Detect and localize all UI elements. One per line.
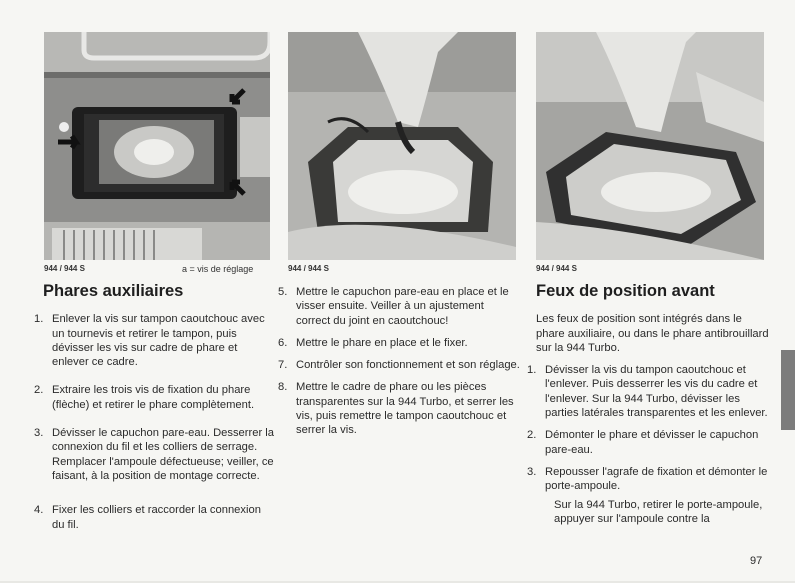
list-item [34,426,274,483]
photo-position-lamp [536,32,764,260]
step-text: Contrôler son fonctionnement et son réglage. [296,359,520,372]
step-number: 5. [278,286,288,298]
step-number: 1. [527,364,537,377]
list-item [34,312,274,369]
figure-3-caption: 944 / 944 S [536,264,577,273]
figure-1-note: a = vis de réglage [182,264,254,274]
step-text: Repousser l'agrafe de fixation et démonter le porte-ampoule. [545,465,768,493]
section-intro: Les feux de position sont intégrés dans le phare auxiliaire, ou dans le phare antibrouillard sur la 944 Turbo. [536,313,769,354]
step-text: Mettre le cadre de phare ou les pièces transparentes sur la 944 Turbo, et serrer les vis, puis remettre le tampon caoutchouc et serrer la vis. [296,381,514,437]
photo-removing-cap [288,32,516,260]
page-number: 97 [750,555,763,567]
steps-list [34,312,274,532]
column-continued-steps [278,285,520,446]
step-text: Démonter le phare et dévisser le capuchon pare-eau. [545,429,759,456]
column-auxiliary-lamps [34,282,274,546]
step-text: Dévisser le capuchon pare-eau. Desserrer la connexion du fil et les colliers de serrage. Remplacer l'ampoule défectueuse; veiller, ce faisant, à la position de montage correcte. [52,427,274,482]
list-item [527,428,769,457]
list-item [278,336,520,350]
continuation-text: Sur la 944 Turbo, retirer le porte-ampoule, appuyer sur l'ampoule contre la [554,498,763,525]
list-item [527,363,769,420]
list-item [527,465,769,494]
page-thumb-tab [781,350,795,430]
step-number: 1. [34,313,44,326]
step-text: Fixer les colliers et raccorder la connexion du fil. [52,504,261,531]
list-item [278,285,520,328]
step-text: Mettre le capuchon pare-eau en place et le visser ensuite. Veiller à un ajustement correct du joint en caoutchouc! [296,286,509,327]
steps-list [278,285,520,438]
photo-removing-cap-image [288,32,516,260]
step-number: 2. [527,429,537,442]
figure-2-caption: 944 / 944 S [288,264,329,273]
step-text: Dévisser la vis du tampon caoutchouc et l'enlever. Puis desserrer les vis du cadre et l'enlever. Sur la 944 Turbo, dévisser les parties latérales transparentes et les enlever. [545,364,768,420]
photo-auxiliary-lamp-image [44,32,270,260]
step-number: 2. [34,384,44,397]
step-number: 4. [34,504,44,517]
step-number: 6. [278,336,288,349]
step-number: 8. [278,381,288,394]
steps-list [527,363,769,493]
section-title-position-lamps: Feux de position avant [536,282,715,300]
list-item [34,383,274,412]
photo-position-lamp-image [536,32,764,260]
step-number: 3. [34,427,44,440]
list-item [34,503,274,532]
step-text: Enlever la vis sur tampon caoutchouc avec un tournevis et retirer le tampon, puis dévisser les vis sur cadre de phare et enlever ce cadre. [52,313,265,369]
step-text: Extraire les trois vis de fixation du phare (flèche) et retirer le phare complètement. [52,384,255,411]
step-text: Mettre le phare en place et le fixer. [296,336,468,349]
photo-auxiliary-lamp [44,32,270,260]
figure-1-caption: 944 / 944 S [44,264,85,273]
section-title-auxiliary-lamps: Phares auxiliaires [43,282,184,300]
list-item [278,380,520,437]
step-number: 3. [527,465,537,478]
column-position-lamps [527,282,769,526]
step-number: 7. [278,359,288,372]
list-item [278,358,520,372]
